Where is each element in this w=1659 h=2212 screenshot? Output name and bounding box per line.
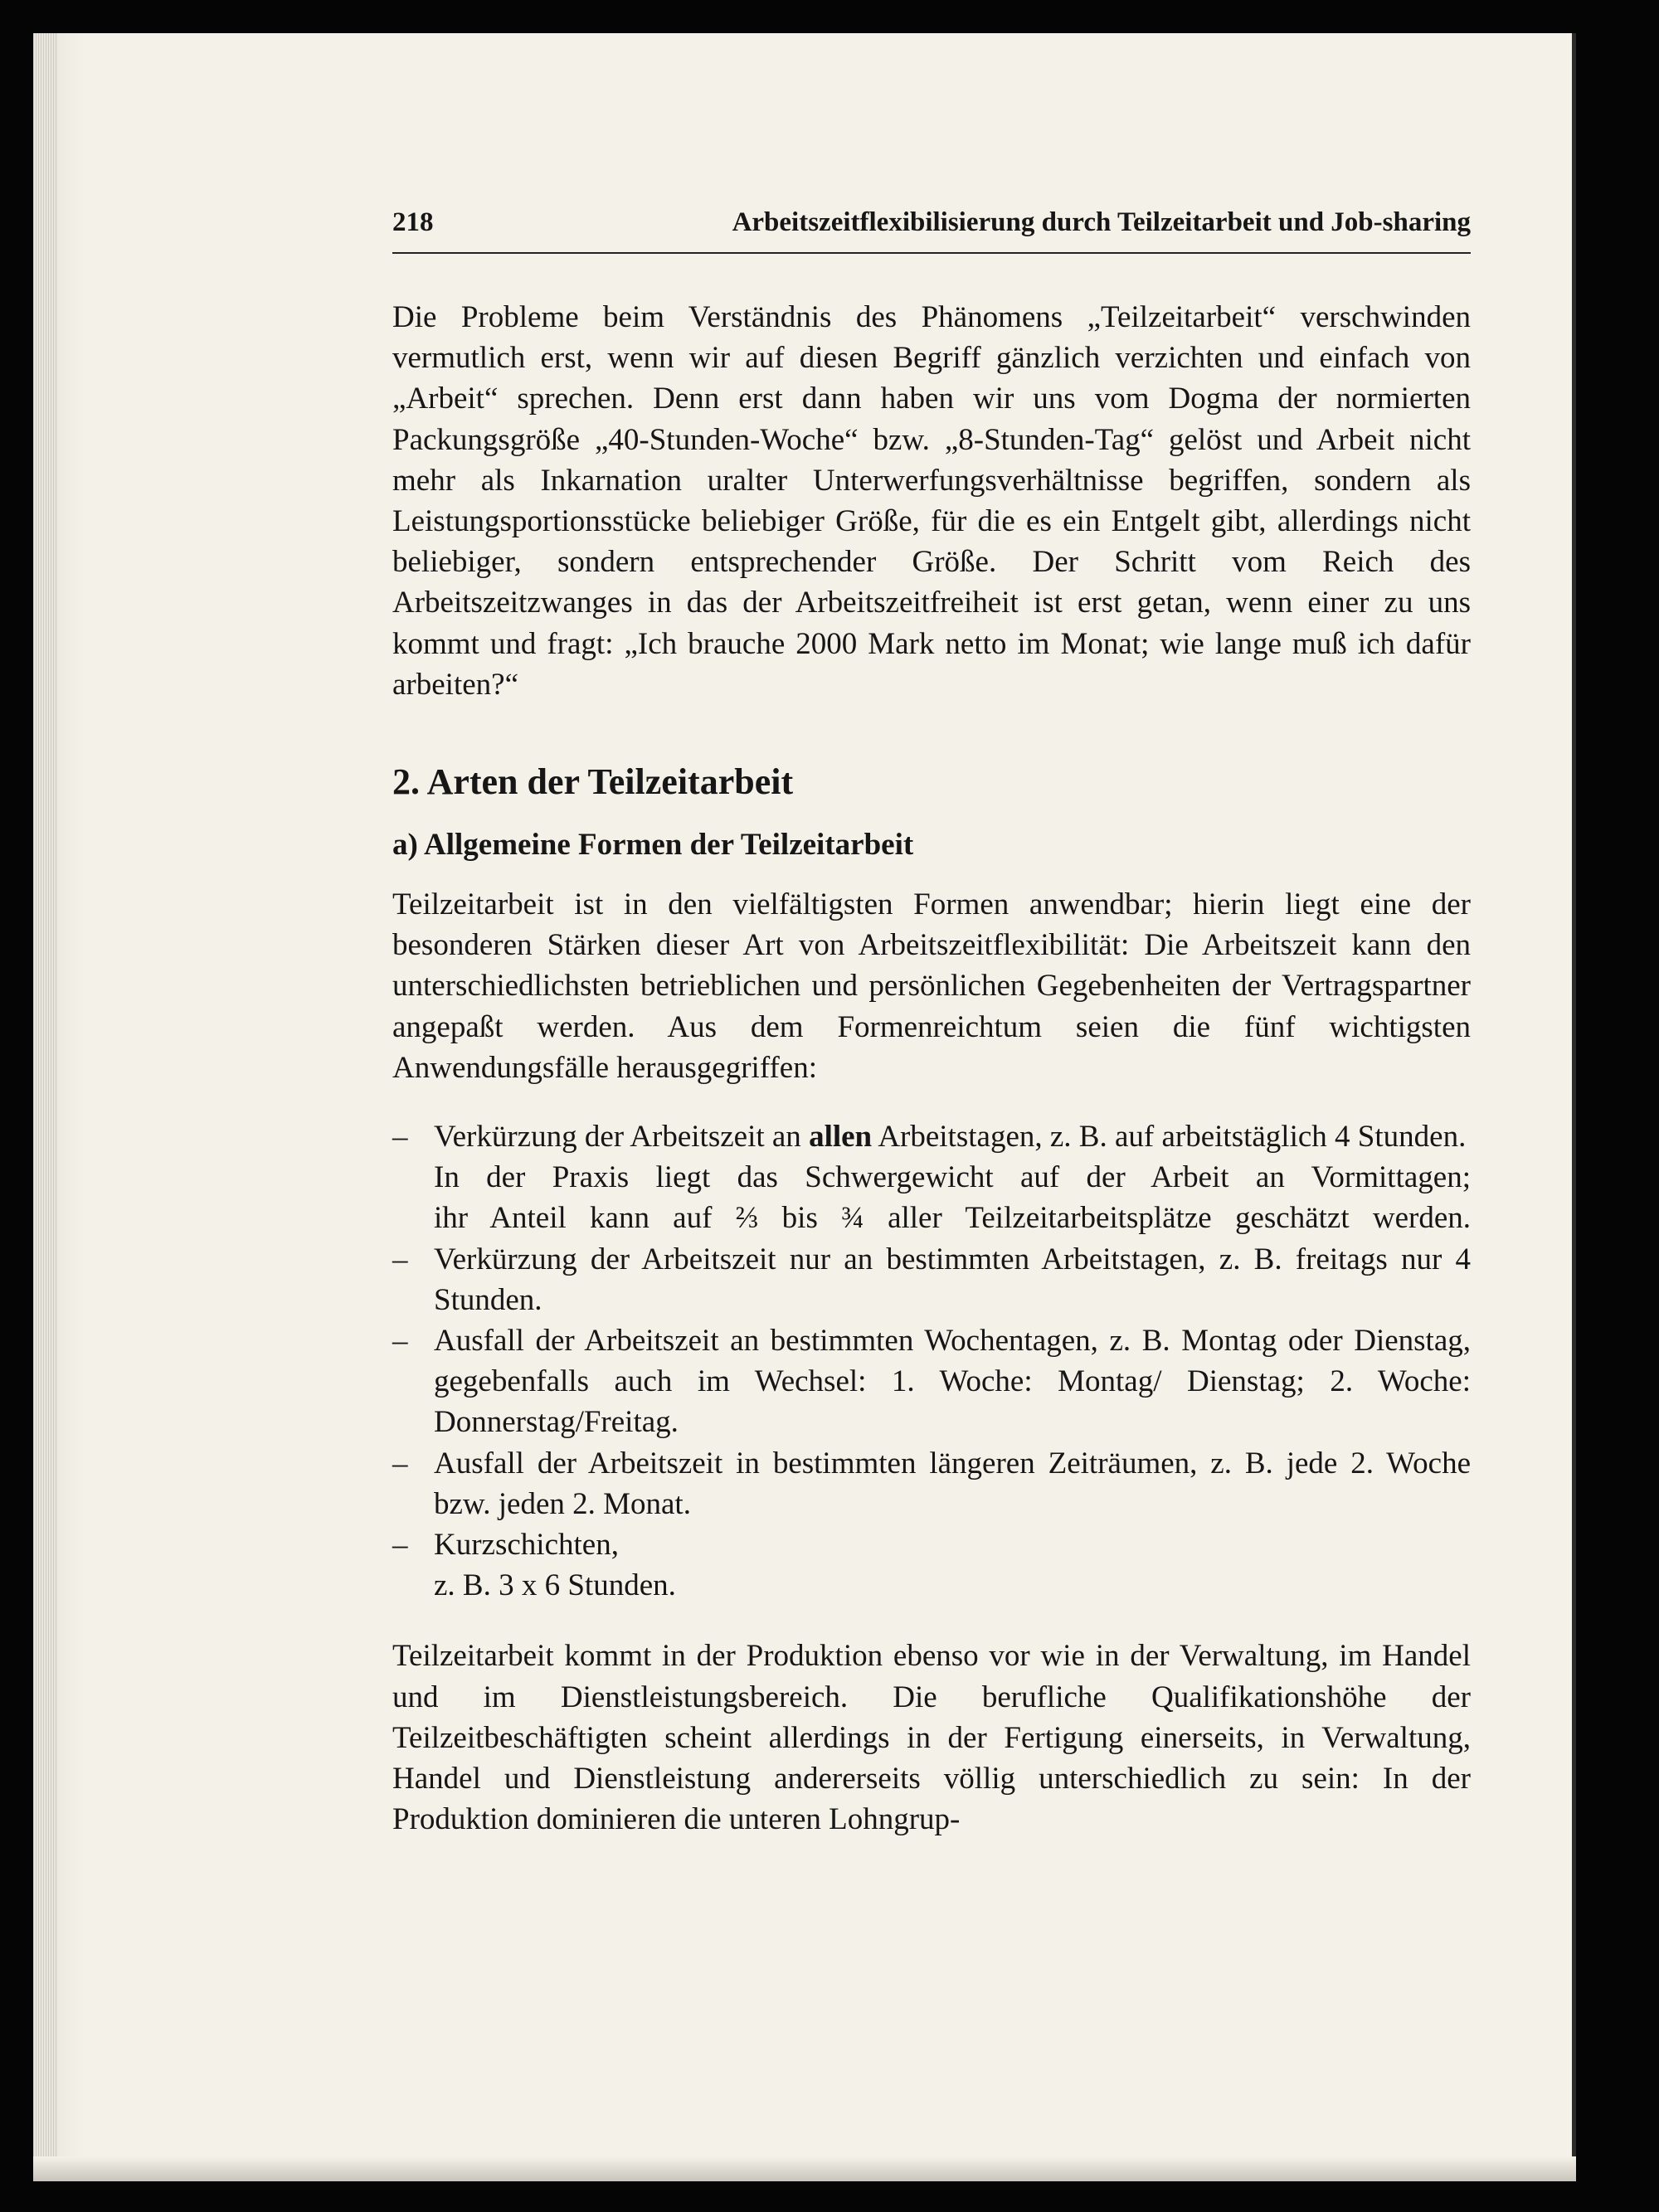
subsection-heading: a) Allgemeine Formen der Teilzeitarbeit <box>392 828 914 863</box>
page-edge-leaves <box>33 33 58 2181</box>
list-item-5-line-2: z. B. 3 x 6 Stunden. <box>434 1568 676 1603</box>
paragraph-2: Teilzeitarbeit ist in den vielfältigsten Formen anwendbar; hierin liegt eine der besonderen Stärken dieser Art von Arbeitszeitflexibilität: Die Arbeitszeit kann den unterschiedlichsten betrieblichen und persönlichen Gegebenheiten der Vertragspartner angepaßt werden. Aus dem Formenreichtum seien die fünf wichtigsten Anwendungsfälle herausgegriffen: <box>392 887 1471 1085</box>
list-item: – Ausfall der Arbeitszeit in bestimmten längeren Zeiträumen, z. B. jede 2. Woche bzw. jeden 2. Monat. <box>392 1443 1471 1524</box>
page-number: 218 <box>392 207 434 237</box>
paragraph-1: Die Probleme beim Verständnis des Phänomens „Teilzeitarbeit“ verschwinden vermutlich erst, wenn wir auf diesen Begriff gänzlich verzichten und einfach von „Arbeit“ sprechen. Denn erst dann haben wir uns vom Dogma der normierten Packungsgröße „40-Stunden-Woche“ bzw. „8-Stunden-Tag“ gelöst und Arbeit nicht mehr als Inkarnation uralter Unterwerfungsverhältnisse begriffen, sondern als Leistungsportionsstücke beliebiger Größe, für die es ein Entgelt gibt, allerdings nicht beliebiger, sondern entsprechender Größe. Der Schritt vom Reich des Arbeitszeitzwanges in das der Arbeitszeitfreiheit ist erst getan, wenn einer zu uns kommt und fragt: „Ich brauche 2000 Mark netto im Monat; wie lange muß ich dafür arbeiten?“ <box>392 300 1471 702</box>
section-heading: 2. Arten der Teilzeitarbeit <box>392 761 794 803</box>
list-item-1-text-end: Arbeitstagen, z. B. auf arbeitstäglich 4 Stunden. <box>872 1120 1467 1155</box>
running-header <box>392 201 1471 254</box>
forms-list <box>392 1116 1471 1606</box>
list-item: – Verkürzung der Arbeitszeit nur an bestimmten Arbeitstagen, z. B. freitags nur 4 Stunden. <box>392 1239 1471 1320</box>
list-item <box>392 1116 1471 1239</box>
list-item-1-emphasis: allen <box>809 1120 873 1155</box>
page-right-edge <box>1572 33 1576 2181</box>
list-item-1-note-line-2: ihr Anteil kann auf ⅔ bis ¾ aller Teilzeitarbeitsplätze geschätzt werden. <box>434 1201 1471 1236</box>
list-item <box>392 1524 1471 1606</box>
list-item-1-text: Verkürzung der Arbeitszeit an <box>434 1120 810 1155</box>
list-item-5-line-1: – Kurzschichten, <box>434 1528 619 1563</box>
page-bottom-shadow <box>33 2156 1576 2181</box>
page-content <box>392 297 1471 1840</box>
paragraph-3: Teilzeitarbeit kommt in der Produktion ebenso vor wie in der Verwaltung, im Handel und im Dienstleistungsbereich. Die berufliche Qualifikationshöhe der Teilzeitbeschäftigten scheint allerdings in der Fertigung einerseits, in Verwaltung, Handel und Dienstleistung andererseits völlig unterschiedlich zu sein: In der Produktion dominieren die unteren Lohngrup- <box>392 1639 1471 1837</box>
running-title: Arbeitszeitflexibilisierung durch Teilzeitarbeit und Job-sharing <box>732 207 1471 237</box>
list-item: – Ausfall der Arbeitszeit an bestimmten Wochentagen, z. B. Montag oder Dienstag, gegebenfalls auch im Wechsel: 1. Woche: Montag/ Dienstag; 2. Woche: Donnerstag/Freitag. <box>392 1320 1471 1443</box>
list-item-1-note-line-1: In der Praxis liegt das Schwergewicht auf der Arbeit an Vormittagen; <box>434 1160 1471 1195</box>
